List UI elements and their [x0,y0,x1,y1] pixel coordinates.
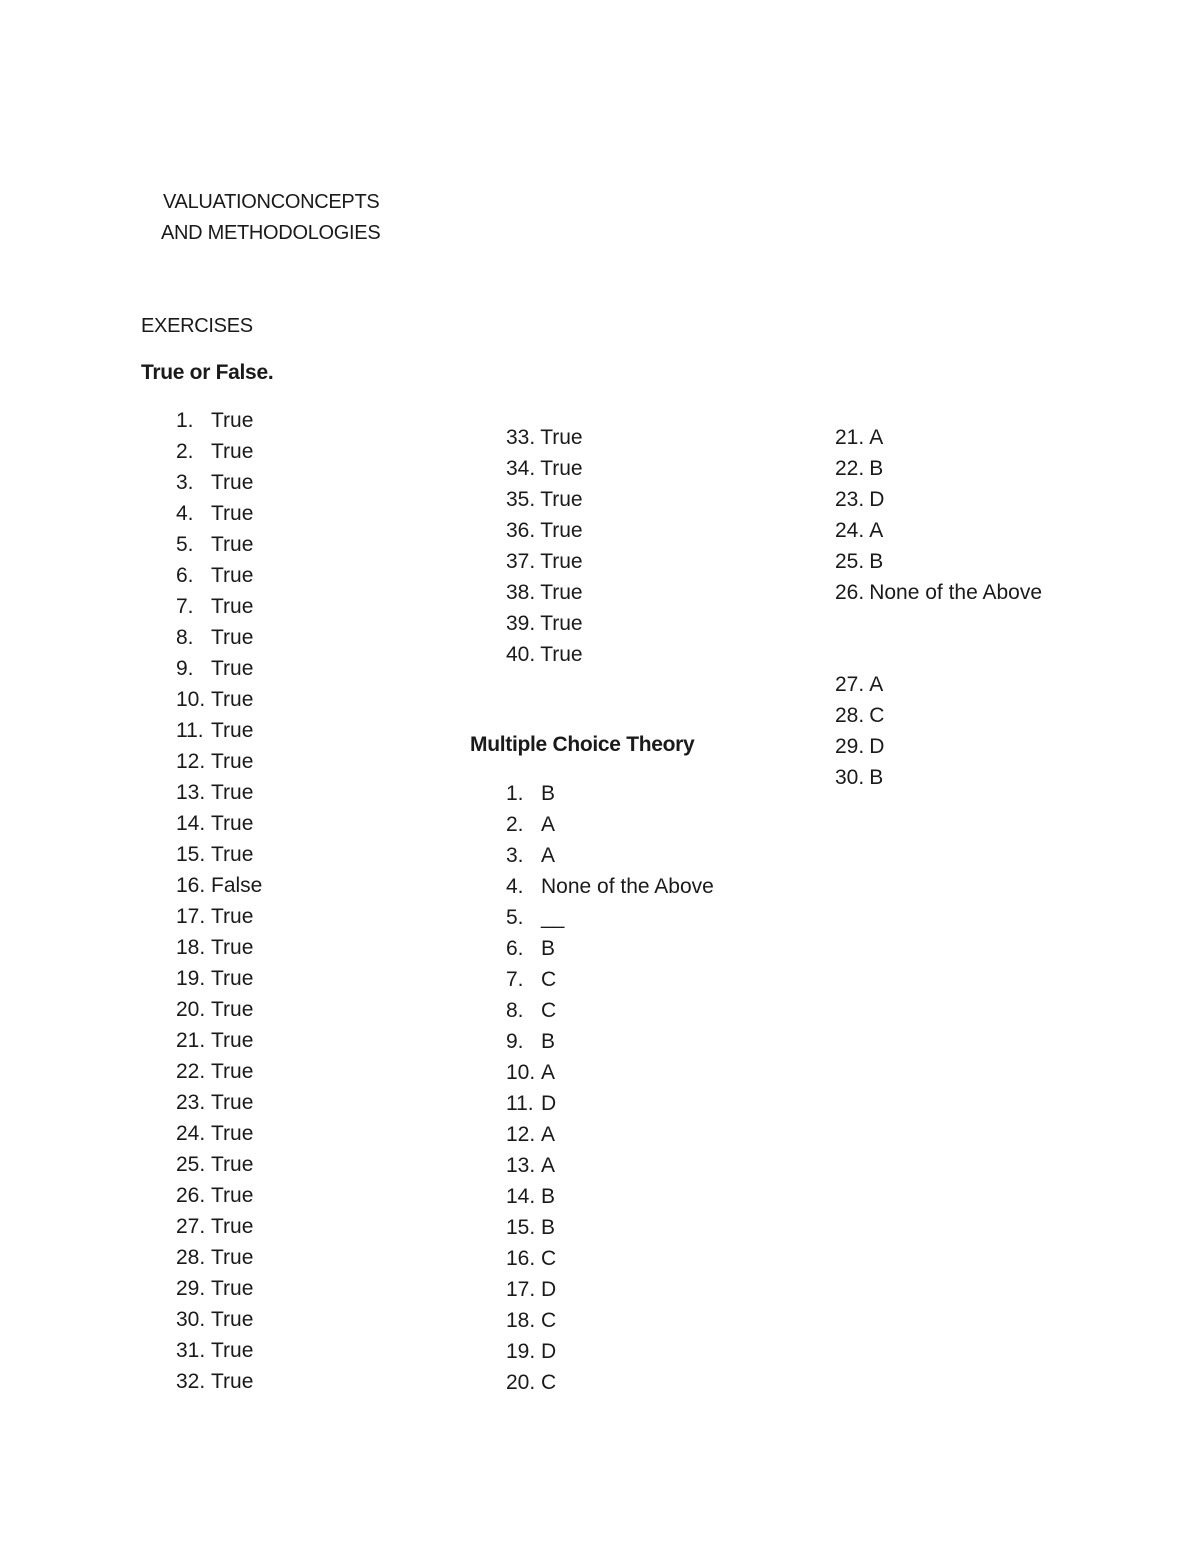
item-answer: True [211,1370,254,1393]
item-answer: True [211,1184,254,1207]
item-number: 15. [176,843,206,866]
item-number: 12. [506,1123,536,1146]
list-item [176,1118,262,1149]
item-number: 30. [176,1308,206,1331]
list-item [176,1211,262,1242]
item-answer: B [541,782,556,805]
item-number: 21. [835,426,865,449]
item-answer: B [541,1216,556,1239]
item-number: 13. [506,1154,536,1177]
item-answer: B [869,766,884,789]
item-number: 36. [506,519,536,542]
list-item [506,871,714,902]
list-item [835,762,884,793]
item-number: 22. [176,1060,206,1083]
item-number: 20. [506,1371,536,1394]
item-number: 13. [176,781,206,804]
list-item [506,422,583,453]
list-item [176,467,262,498]
item-number: 3. [176,471,194,494]
item-number: 38. [506,581,536,604]
item-number: 37. [506,550,536,573]
item-number: 3. [506,844,524,867]
item-answer: D [869,735,885,758]
item-answer: True [211,657,254,680]
list-item [506,1274,714,1305]
item-number: 24. [176,1122,206,1145]
item-number: 1. [506,782,524,805]
item-number: 4. [176,502,194,525]
item-answer: True [211,781,254,804]
item-answer: C [869,704,885,727]
item-answer: True [211,967,254,990]
item-answer: True [211,626,254,649]
item-answer: A [869,673,884,696]
item-number: 26. [835,581,865,604]
list-item [506,1212,714,1243]
item-answer: True [211,471,254,494]
item-answer: True [211,409,254,432]
list-item [176,622,262,653]
list-item [176,405,262,436]
list-item [506,995,714,1026]
item-number: 17. [506,1278,536,1301]
item-answer: True [211,502,254,525]
item-number: 8. [506,999,524,1022]
list-item [835,546,1042,577]
item-number: 29. [835,735,865,758]
list-item [176,1242,262,1273]
list-item [506,778,714,809]
list-item [176,901,262,932]
true-false-heading: True or False. [141,361,274,384]
item-answer: False [211,874,263,897]
item-number: 16. [176,874,206,897]
list-item [506,608,583,639]
item-number: 11. [506,1092,534,1115]
item-answer: __ [541,906,565,929]
item-number: 23. [176,1091,206,1114]
item-answer: B [541,1185,556,1208]
list-item [835,422,1042,453]
item-number: 11. [176,719,204,742]
item-number: 39. [506,612,536,635]
list-item [176,1149,262,1180]
list-item [176,1087,262,1118]
list-item [835,700,884,731]
item-answer: True [540,612,583,635]
list-item [506,1336,714,1367]
item-number: 17. [176,905,206,928]
item-answer: B [869,550,884,573]
item-number: 10. [506,1061,536,1084]
list-item [506,484,583,515]
item-answer: True [211,533,254,556]
list-item [506,964,714,995]
list-item [506,1057,714,1088]
item-answer: C [541,1309,557,1332]
item-number: 9. [506,1030,524,1053]
item-answer: True [211,936,254,959]
item-number: 5. [506,906,524,929]
item-answer: True [211,998,254,1021]
item-number: 5. [176,533,194,556]
list-item [506,840,714,871]
item-answer: True [211,1246,254,1269]
list-item [176,1273,262,1304]
item-answer: True [211,750,254,773]
item-answer: True [211,595,254,618]
list-item [506,902,714,933]
item-number: 9. [176,657,194,680]
item-number: 19. [176,967,206,990]
list-item [506,515,583,546]
item-answer: True [211,1277,254,1300]
list-item [176,1366,262,1397]
item-number: 23. [835,488,865,511]
list-item [506,453,583,484]
item-number: 8. [176,626,194,649]
item-answer: True [540,519,583,542]
item-number: 1. [176,409,194,432]
item-number: 33. [506,426,536,449]
item-number: 25. [176,1153,206,1176]
true-false-list-continued [506,422,583,670]
item-number: 30. [835,766,865,789]
item-answer: True [540,581,583,604]
item-number: 2. [176,440,194,463]
list-item [835,669,884,700]
item-number: 21. [176,1029,206,1052]
item-answer: None of the Above [869,581,1043,604]
list-item [176,529,262,560]
item-answer: True [211,688,254,711]
item-number: 22. [835,457,865,480]
item-number: 6. [506,937,524,960]
item-answer: A [541,844,556,867]
list-item [506,1305,714,1336]
list-item [506,1181,714,1212]
list-item [506,639,583,670]
list-item [176,870,262,901]
item-number: 14. [506,1185,536,1208]
item-number: 25. [835,550,865,573]
item-answer: B [869,457,884,480]
multiple-choice-list-continued-b [835,669,884,793]
item-answer: True [211,843,254,866]
item-number: 19. [506,1340,536,1363]
item-answer: C [541,1371,557,1394]
item-number: 27. [176,1215,206,1238]
item-answer: A [869,519,884,542]
multiple-choice-heading: Multiple Choice Theory [470,733,695,756]
document-title-line-2: AND METHODOLOGIES [161,222,381,244]
item-answer: C [541,1247,557,1270]
item-answer: True [211,440,254,463]
item-number: 27. [835,673,865,696]
item-answer: True [211,905,254,928]
item-answer: None of the Above [541,875,714,898]
item-answer: True [540,550,583,573]
item-number: 18. [176,936,206,959]
list-item [506,1150,714,1181]
list-item [835,731,884,762]
list-item [176,963,262,994]
list-item [176,1335,262,1366]
item-answer: A [541,1061,556,1084]
item-number: 18. [506,1309,536,1332]
exercises-label: EXERCISES [141,315,253,337]
item-number: 29. [176,1277,206,1300]
item-answer: True [540,457,583,480]
list-item [506,933,714,964]
item-answer: B [541,937,556,960]
item-number: 28. [835,704,865,727]
item-number: 28. [176,1246,206,1269]
item-answer: B [541,1030,556,1053]
list-item [176,777,262,808]
item-number: 40. [506,643,536,666]
item-answer: C [541,999,557,1022]
item-number: 32. [176,1370,206,1393]
item-number: 31. [176,1339,206,1362]
item-number: 4. [506,875,524,898]
item-number: 6. [176,564,194,587]
item-answer: A [541,1154,556,1177]
true-false-list [176,405,262,1397]
item-answer: C [541,968,557,991]
item-answer: True [211,1308,254,1331]
list-item [176,715,262,746]
list-item [506,1367,714,1398]
item-answer: True [211,564,254,587]
item-number: 16. [506,1247,536,1270]
list-item [176,808,262,839]
list-item [176,653,262,684]
item-number: 20. [176,998,206,1021]
list-item [835,453,1042,484]
item-number: 7. [506,968,524,991]
item-answer: D [541,1340,557,1363]
list-item [506,1088,714,1119]
list-item [506,809,714,840]
multiple-choice-list [506,778,714,1398]
item-answer: D [541,1278,557,1301]
item-answer: True [211,1091,254,1114]
item-answer: D [541,1092,557,1115]
item-answer: A [541,813,556,836]
list-item [506,1119,714,1150]
list-item [506,1026,714,1057]
list-item [176,1180,262,1211]
list-item [835,577,1042,608]
item-number: 34. [506,457,536,480]
item-answer: True [211,1339,254,1362]
list-item [176,746,262,777]
item-answer: True [211,1153,254,1176]
list-item [176,1056,262,1087]
item-answer: True [540,488,583,511]
list-item [506,1243,714,1274]
list-item [176,932,262,963]
item-answer: True [540,643,583,666]
item-number: 26. [176,1184,206,1207]
item-answer: A [869,426,884,449]
item-answer: True [211,1029,254,1052]
item-number: 24. [835,519,865,542]
list-item [176,684,262,715]
item-number: 2. [506,813,524,836]
list-item [176,994,262,1025]
document-title-line-1: VALUATIONCONCEPTS [163,191,380,213]
list-item [176,591,262,622]
item-number: 15. [506,1216,536,1239]
item-number: 7. [176,595,194,618]
list-item [835,484,1042,515]
item-number: 14. [176,812,206,835]
item-answer: True [211,1215,254,1238]
list-item [176,498,262,529]
item-answer: D [869,488,885,511]
list-item [506,577,583,608]
list-item [176,436,262,467]
list-item [176,839,262,870]
item-answer: True [211,812,254,835]
list-item [835,515,1042,546]
item-number: 12. [176,750,206,773]
item-answer: A [541,1123,556,1146]
list-item [176,1025,262,1056]
item-answer: True [211,719,254,742]
list-item [176,560,262,591]
item-answer: True [211,1060,254,1083]
item-number: 35. [506,488,536,511]
item-answer: True [211,1122,254,1145]
multiple-choice-list-continued-a [835,422,1042,608]
item-number: 10. [176,688,206,711]
list-item [506,546,583,577]
list-item [176,1304,262,1335]
item-answer: True [540,426,583,449]
